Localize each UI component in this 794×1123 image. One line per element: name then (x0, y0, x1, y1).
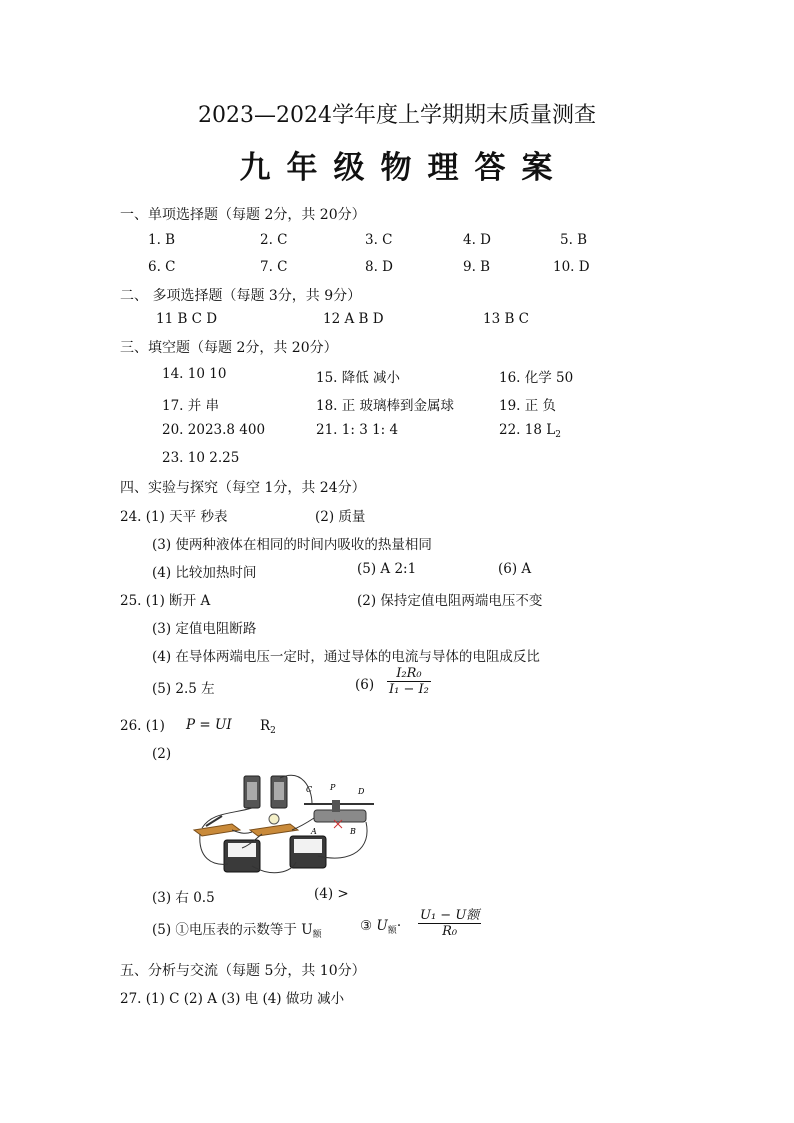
answer-4: 4. D (463, 232, 491, 248)
answer-16: 16. 化学 50 (499, 370, 574, 386)
label-c: C (306, 785, 313, 794)
label-b: B (350, 827, 356, 836)
q26-line4a (152, 918, 322, 940)
battery-2-top (274, 782, 284, 800)
q26-line3a: (3) 右 0.5 (152, 890, 215, 906)
q26-resistor-label (260, 718, 276, 736)
q25-line4b: (6) (355, 677, 375, 693)
q24-line3c: (6) A (498, 561, 532, 577)
answer-14: 14. 10 10 (162, 366, 227, 382)
answer-10: 10. D (553, 259, 590, 275)
label-d: D (358, 787, 365, 796)
q26-line4a-text: (5) ①电压表的示数等于 U (152, 922, 313, 938)
q25-fraction (387, 666, 431, 697)
lamp-board (250, 824, 298, 836)
lamp-bulb (269, 814, 279, 824)
doc-subtitle: 九年级物理答案 (239, 150, 569, 186)
section3-heading: 三、填空题（每题 2分，共 20分） (120, 340, 338, 356)
answer-12: 12 A B D (323, 311, 384, 327)
q24-line3b: (5) A 2:1 (357, 561, 417, 577)
battery-1-top (247, 782, 257, 800)
answer-8: 8. D (365, 259, 393, 275)
q24-line2: (3) 使两种液体在相同的时间内吸收的热量相同 (152, 537, 432, 553)
voltmeter-face (228, 843, 256, 857)
answer-22-sub: 2 (555, 430, 561, 440)
section4-heading: 四、实验与探究（每空 1分，共 24分） (120, 480, 366, 496)
q25-line4a: (5) 2.5 左 (152, 681, 215, 697)
q26-line4b-sub: 额 (387, 926, 397, 936)
q26-fraction (418, 904, 481, 939)
q26-line4a-sub: 额 (312, 930, 322, 940)
q27-line: 27. (1) C (2) A (3) 电 (4) 做功 减小 (120, 991, 345, 1007)
section5-heading: 五、分析与交流（每题 5分，共 10分） (120, 963, 366, 979)
q26-line2: (2) (152, 746, 172, 762)
q25-line3: (4) 在导体两端电压一定时，通过导体的电流与导体的电阻成反比 (152, 649, 540, 665)
section1-heading: 一、单项选择题（每题 2分，共 20分） (120, 207, 366, 223)
q25-line2: (3) 定值电阻断路 (152, 621, 257, 637)
label-a: A (311, 827, 317, 836)
q26-dot: · (396, 918, 402, 934)
doc-title: 2023—2024学年度上学期期末质量测查 (198, 103, 596, 128)
answer-1: 1. B (148, 232, 176, 248)
answer-7: 7. C (260, 259, 288, 275)
q26-line1a: 26. (1) (120, 718, 165, 734)
answer-19: 19. 正 负 (499, 398, 557, 414)
q26-formula: P = UI (186, 717, 232, 733)
answer-5: 5. B (560, 232, 588, 248)
q26-resistor-sub: 2 (270, 726, 276, 736)
circuit-diagram (192, 768, 392, 880)
q25-fraction-numerator: I₂R₀ (387, 666, 431, 682)
answer-6: 6. C (148, 259, 176, 275)
answer-13: 13 B C (483, 311, 530, 327)
label-p: P (330, 783, 336, 792)
q24-line1b: (2) 质量 (315, 509, 366, 525)
q26-line4b-num: ③ (360, 918, 373, 934)
q26-line4b-u: U (376, 918, 388, 934)
q26-fraction-numerator: U₁ − U额 (418, 904, 481, 924)
q25-line1a: 25. (1) 断开 A (120, 593, 211, 609)
answer-20: 20. 2023.8 400 (162, 422, 266, 438)
answer-22 (499, 422, 561, 440)
answer-22-text: 22. 18 L (499, 422, 556, 438)
answer-18: 18. 正 玻璃棒到金属球 (316, 398, 455, 414)
q26-line3b: (4) > (314, 886, 349, 902)
q26-line4b (360, 918, 401, 936)
ammeter-face (294, 839, 322, 853)
answer-9: 9. B (463, 259, 491, 275)
answer-17: 17. 并 串 (162, 398, 220, 414)
q26-fraction-denominator: R₀ (442, 924, 458, 939)
rheostat-slider (332, 800, 340, 812)
answer-11: 11 B C D (156, 311, 218, 327)
q25-line1b: (2) 保持定值电阻两端电压不变 (357, 593, 543, 609)
answer-15: 15. 降低 减小 (316, 370, 401, 386)
q26-resistor-text: R (260, 718, 271, 734)
answer-2: 2. C (260, 232, 288, 248)
answer-3: 3. C (365, 232, 393, 248)
q24-line3a: (4) 比较加热时间 (152, 565, 257, 581)
answer-23: 23. 10 2.25 (162, 450, 240, 466)
answer-21: 21. 1: 3 1: 4 (316, 422, 399, 438)
q25-fraction-denominator: I₁ − I₂ (389, 682, 429, 697)
q24-line1a: 24. (1) 天平 秒表 (120, 509, 228, 525)
section2-heading: 二、 多项选择题（每题 3分，共 9分） (120, 288, 362, 304)
